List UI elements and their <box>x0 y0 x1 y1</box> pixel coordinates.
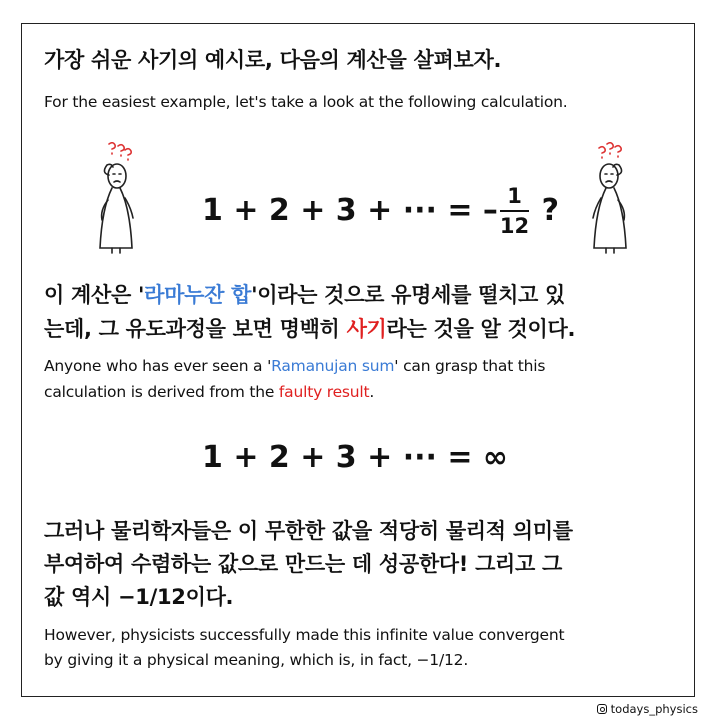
closing-english-line2: by giving it a physical meaning, which is, in fact, −1/12. <box>44 651 469 669</box>
equation-lhs: 1 + 2 + 3 + ··· = – <box>202 193 498 228</box>
credit-handle: todays_physics <box>610 702 698 716</box>
closing-korean-line2: 부여하여 수렴하는 값으로 만드는 데 성공한다! 그리고 그 <box>44 552 563 576</box>
confused-figure-right-icon <box>586 142 634 254</box>
closing-korean-line3: 값 역시 −1/12이다. <box>44 585 234 609</box>
fraction-denominator: 12 <box>499 214 530 238</box>
ramanujan-sum-highlight: 라마누잔 합 <box>144 283 252 307</box>
text-segment: ' can grasp that this <box>394 357 546 375</box>
confused-figure-left-icon <box>92 142 140 254</box>
credit <box>597 702 698 716</box>
fraction-numerator: 1 <box>500 186 529 212</box>
fraud-highlight: 사기 <box>346 317 387 341</box>
fraction <box>500 186 529 237</box>
text-segment: Anyone who has ever seen a ' <box>44 357 272 375</box>
equation-question-mark: ? <box>531 193 560 228</box>
ramanujan-sum-highlight-en: Ramanujan sum <box>271 357 395 375</box>
middle-english-line1 <box>44 357 545 375</box>
instagram-icon <box>597 704 607 714</box>
text-segment: 라는 것을 알 것이다. <box>386 317 576 341</box>
text-segment: 이 계산은 ' <box>44 283 145 307</box>
closing-english-line1: However, physicists successfully made this infinite value convergent <box>44 626 565 644</box>
text-segment: 는데, 그 유도과정을 보면 명백히 <box>44 317 347 341</box>
faulty-result-highlight: faulty result <box>278 383 370 401</box>
closing-korean-line1: 그러나 물리학자들은 이 무한한 값을 적당히 물리적 의미를 <box>44 519 573 543</box>
text-segment: . <box>369 383 375 401</box>
equation-infinity: 1 + 2 + 3 + ··· = ∞ <box>202 440 508 475</box>
text-segment: '이라는 것으로 유명세를 떨치고 있 <box>251 283 566 307</box>
middle-english-line2 <box>44 383 374 401</box>
text-segment: calculation is derived from the <box>44 383 279 401</box>
middle-korean-line2 <box>44 313 575 343</box>
middle-korean-line1 <box>44 279 565 309</box>
equation-negative-twelfth <box>202 186 559 237</box>
intro-english: For the easiest example, let's take a look at the following calculation. <box>44 93 568 111</box>
intro-korean: 가장 쉬운 사기의 예시로, 다음의 계산을 살펴보자. <box>44 48 502 72</box>
